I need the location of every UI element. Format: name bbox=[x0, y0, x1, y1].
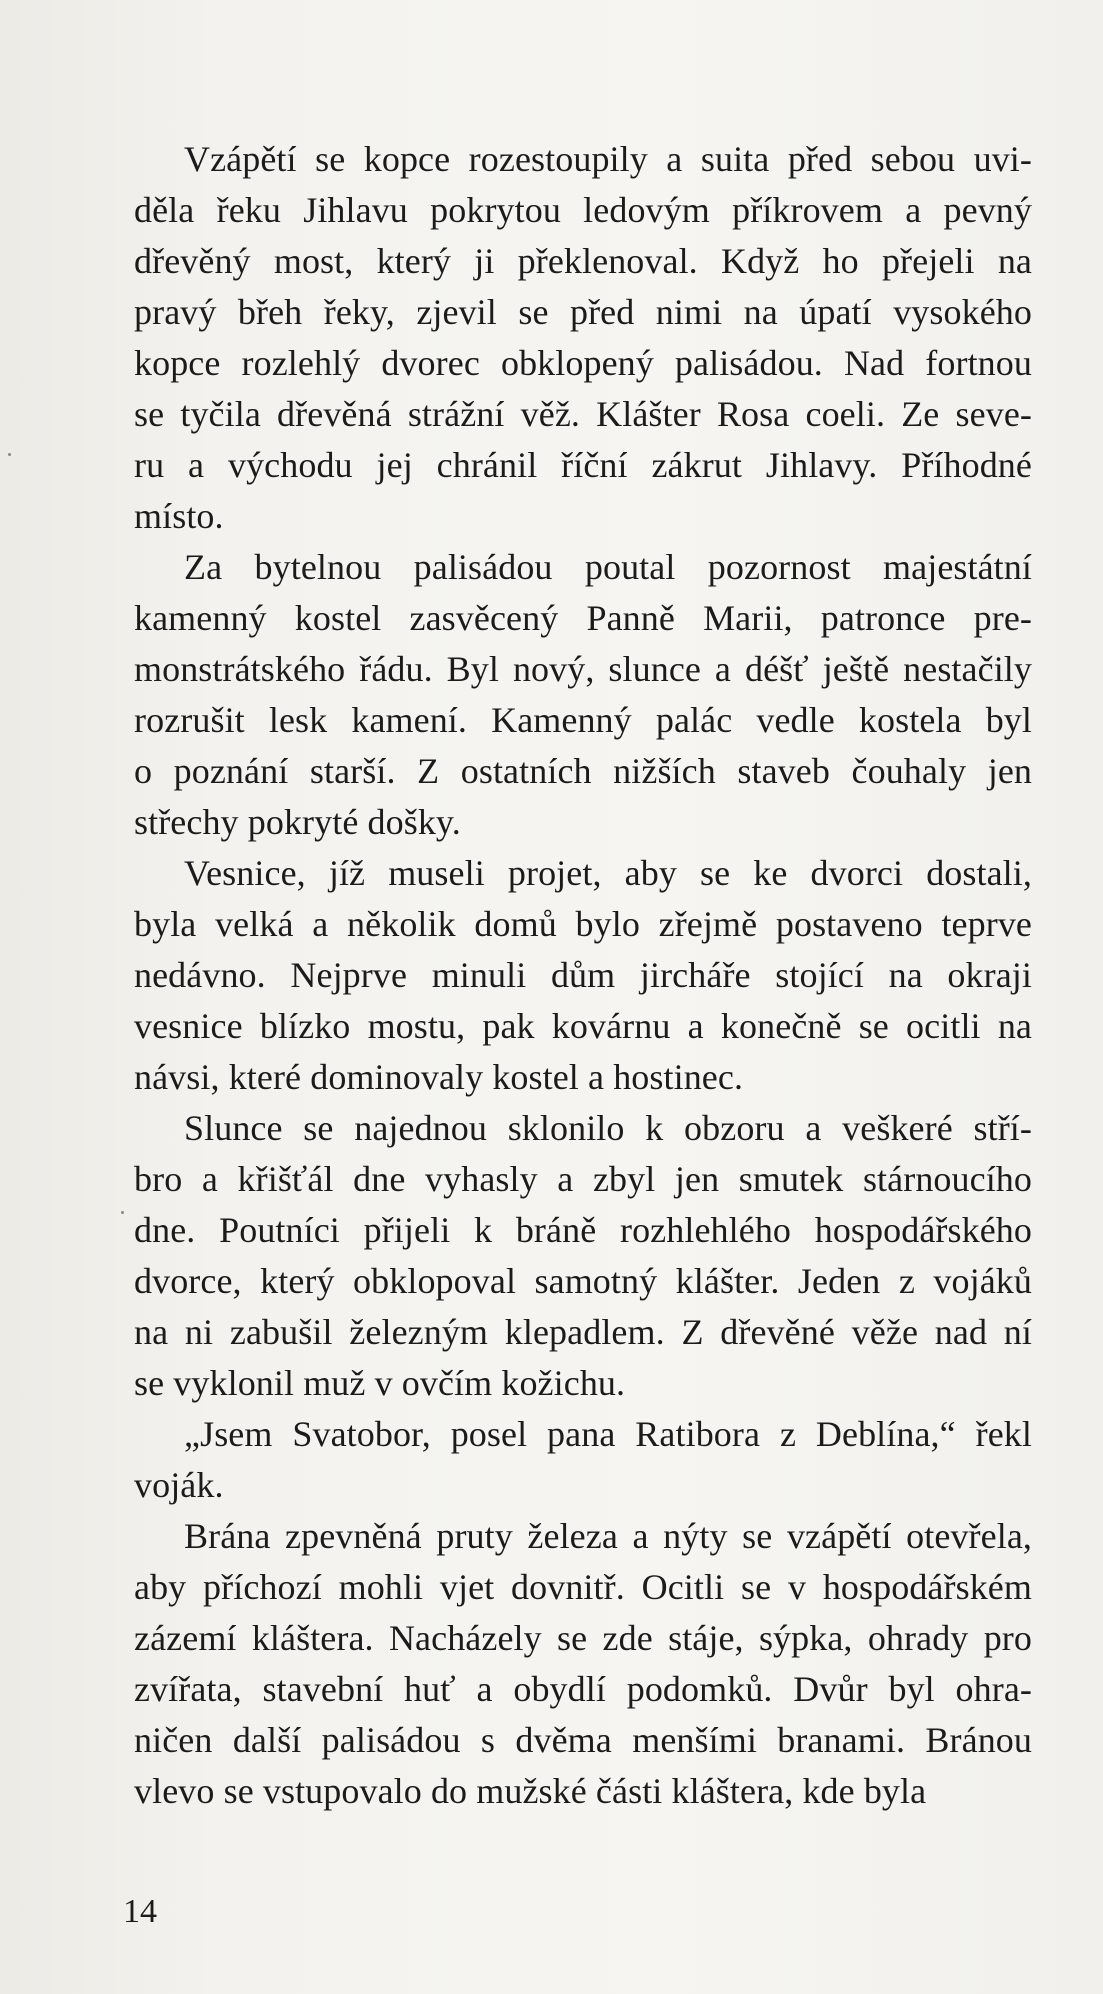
text-line: Vesnice, jíž museli projet, aby se ke dvorci dostali, bbox=[184, 853, 1032, 893]
text-line: Vzápětí se kopce rozestoupily a suita před sebou uvi- bbox=[184, 139, 1032, 179]
dust-speck bbox=[8, 453, 11, 456]
text-line: voják. bbox=[134, 1465, 224, 1505]
paragraph bbox=[134, 1511, 1032, 1817]
paragraph bbox=[134, 848, 1032, 1103]
text-line: ru a východu jej chránil říční zákrut Jihlavy. Příhodné bbox=[134, 445, 1032, 485]
text-line: Brána zpevněná pruty železa a nýty se vzápětí otevřela, bbox=[184, 1516, 1032, 1556]
text-line: monstrátského řádu. Byl nový, slunce a déšť ještě nestačily bbox=[134, 649, 1032, 689]
text-line: děla řeku Jihlavu pokrytou ledovým příkrovem a pevný bbox=[134, 190, 1032, 230]
text-line: zvířata, stavební huť a obydlí podomků. Dvůr byl ohra- bbox=[134, 1669, 1032, 1709]
text-line: Za bytelnou palisádou poutal pozornost majestátní bbox=[184, 547, 1032, 587]
text-line: místo. bbox=[134, 496, 224, 536]
text-line: střechy pokryté došky. bbox=[134, 802, 461, 842]
text-line: kamenný kostel zasvěcený Panně Marii, patronce pre- bbox=[134, 598, 1032, 638]
text-line: vlevo se vstupovalo do mužské části kláštera, kde byla bbox=[134, 1771, 927, 1811]
text-line: se vyklonil muž v ovčím kožichu. bbox=[134, 1363, 626, 1403]
paragraph bbox=[134, 134, 1032, 542]
text-line: byla velká a několik domů bylo zřejmě postaveno teprve bbox=[134, 904, 1032, 944]
text-line: pravý břeh řeky, zjevil se před nimi na úpatí vysokého bbox=[134, 292, 1032, 332]
text-line: dvorce, který obklopoval samotný klášter. Jeden z vojáků bbox=[134, 1261, 1032, 1301]
paragraph bbox=[134, 542, 1032, 848]
text-line: „Jsem Svatobor, posel pana Ratibora z Deblína,“ řekl bbox=[184, 1414, 1032, 1454]
paragraph bbox=[134, 1409, 1032, 1511]
text-line: o poznání starší. Z ostatních nižších staveb čouhaly jen bbox=[134, 751, 1032, 791]
text-line: vesnice blízko mostu, pak kovárnu a konečně se ocitli na bbox=[134, 1006, 1032, 1046]
text-line: aby příchozí mohli vjet dovnitř. Ocitli se v hospodářském bbox=[134, 1567, 1032, 1607]
text-line: Slunce se najednou sklonilo k obzoru a veškeré stří- bbox=[184, 1108, 1032, 1148]
text-line: nedávno. Nejprve minuli dům jircháře stojící na okraji bbox=[134, 955, 1032, 995]
text-line: dne. Poutníci přijeli k bráně rozhlehlého hospodářského bbox=[134, 1210, 1032, 1250]
dust-speck bbox=[121, 1211, 124, 1214]
text-line: rozrušit lesk kamení. Kamenný palác vedle kostela byl bbox=[134, 700, 1032, 740]
text-line: kopce rozlehlý dvorec obklopený palisádou. Nad fortnou bbox=[134, 343, 1032, 383]
text-line: bro a křišťál dne vyhasly a zbyl jen smutek stárnoucího bbox=[134, 1159, 1032, 1199]
text-line: zázemí kláštera. Nacházely se zde stáje, sýpka, ohrady pro bbox=[134, 1618, 1032, 1658]
paragraph bbox=[134, 1103, 1032, 1409]
page-number: 14 bbox=[123, 1893, 157, 1930]
text-line: ničen další palisádou s dvěma menšími branami. Bránou bbox=[134, 1720, 1032, 1760]
text-line: návsi, které dominovaly kostel a hostinec. bbox=[134, 1057, 744, 1097]
text-line: dřevěný most, který ji překlenoval. Když ho přejeli na bbox=[134, 241, 1032, 281]
text-line: na ni zabušil železným klepadlem. Z dřevěné věže nad ní bbox=[134, 1312, 1032, 1352]
body-text bbox=[134, 134, 1032, 1817]
text-line: se tyčila dřevěná strážní věž. Klášter Rosa coeli. Ze seve- bbox=[134, 394, 1032, 434]
